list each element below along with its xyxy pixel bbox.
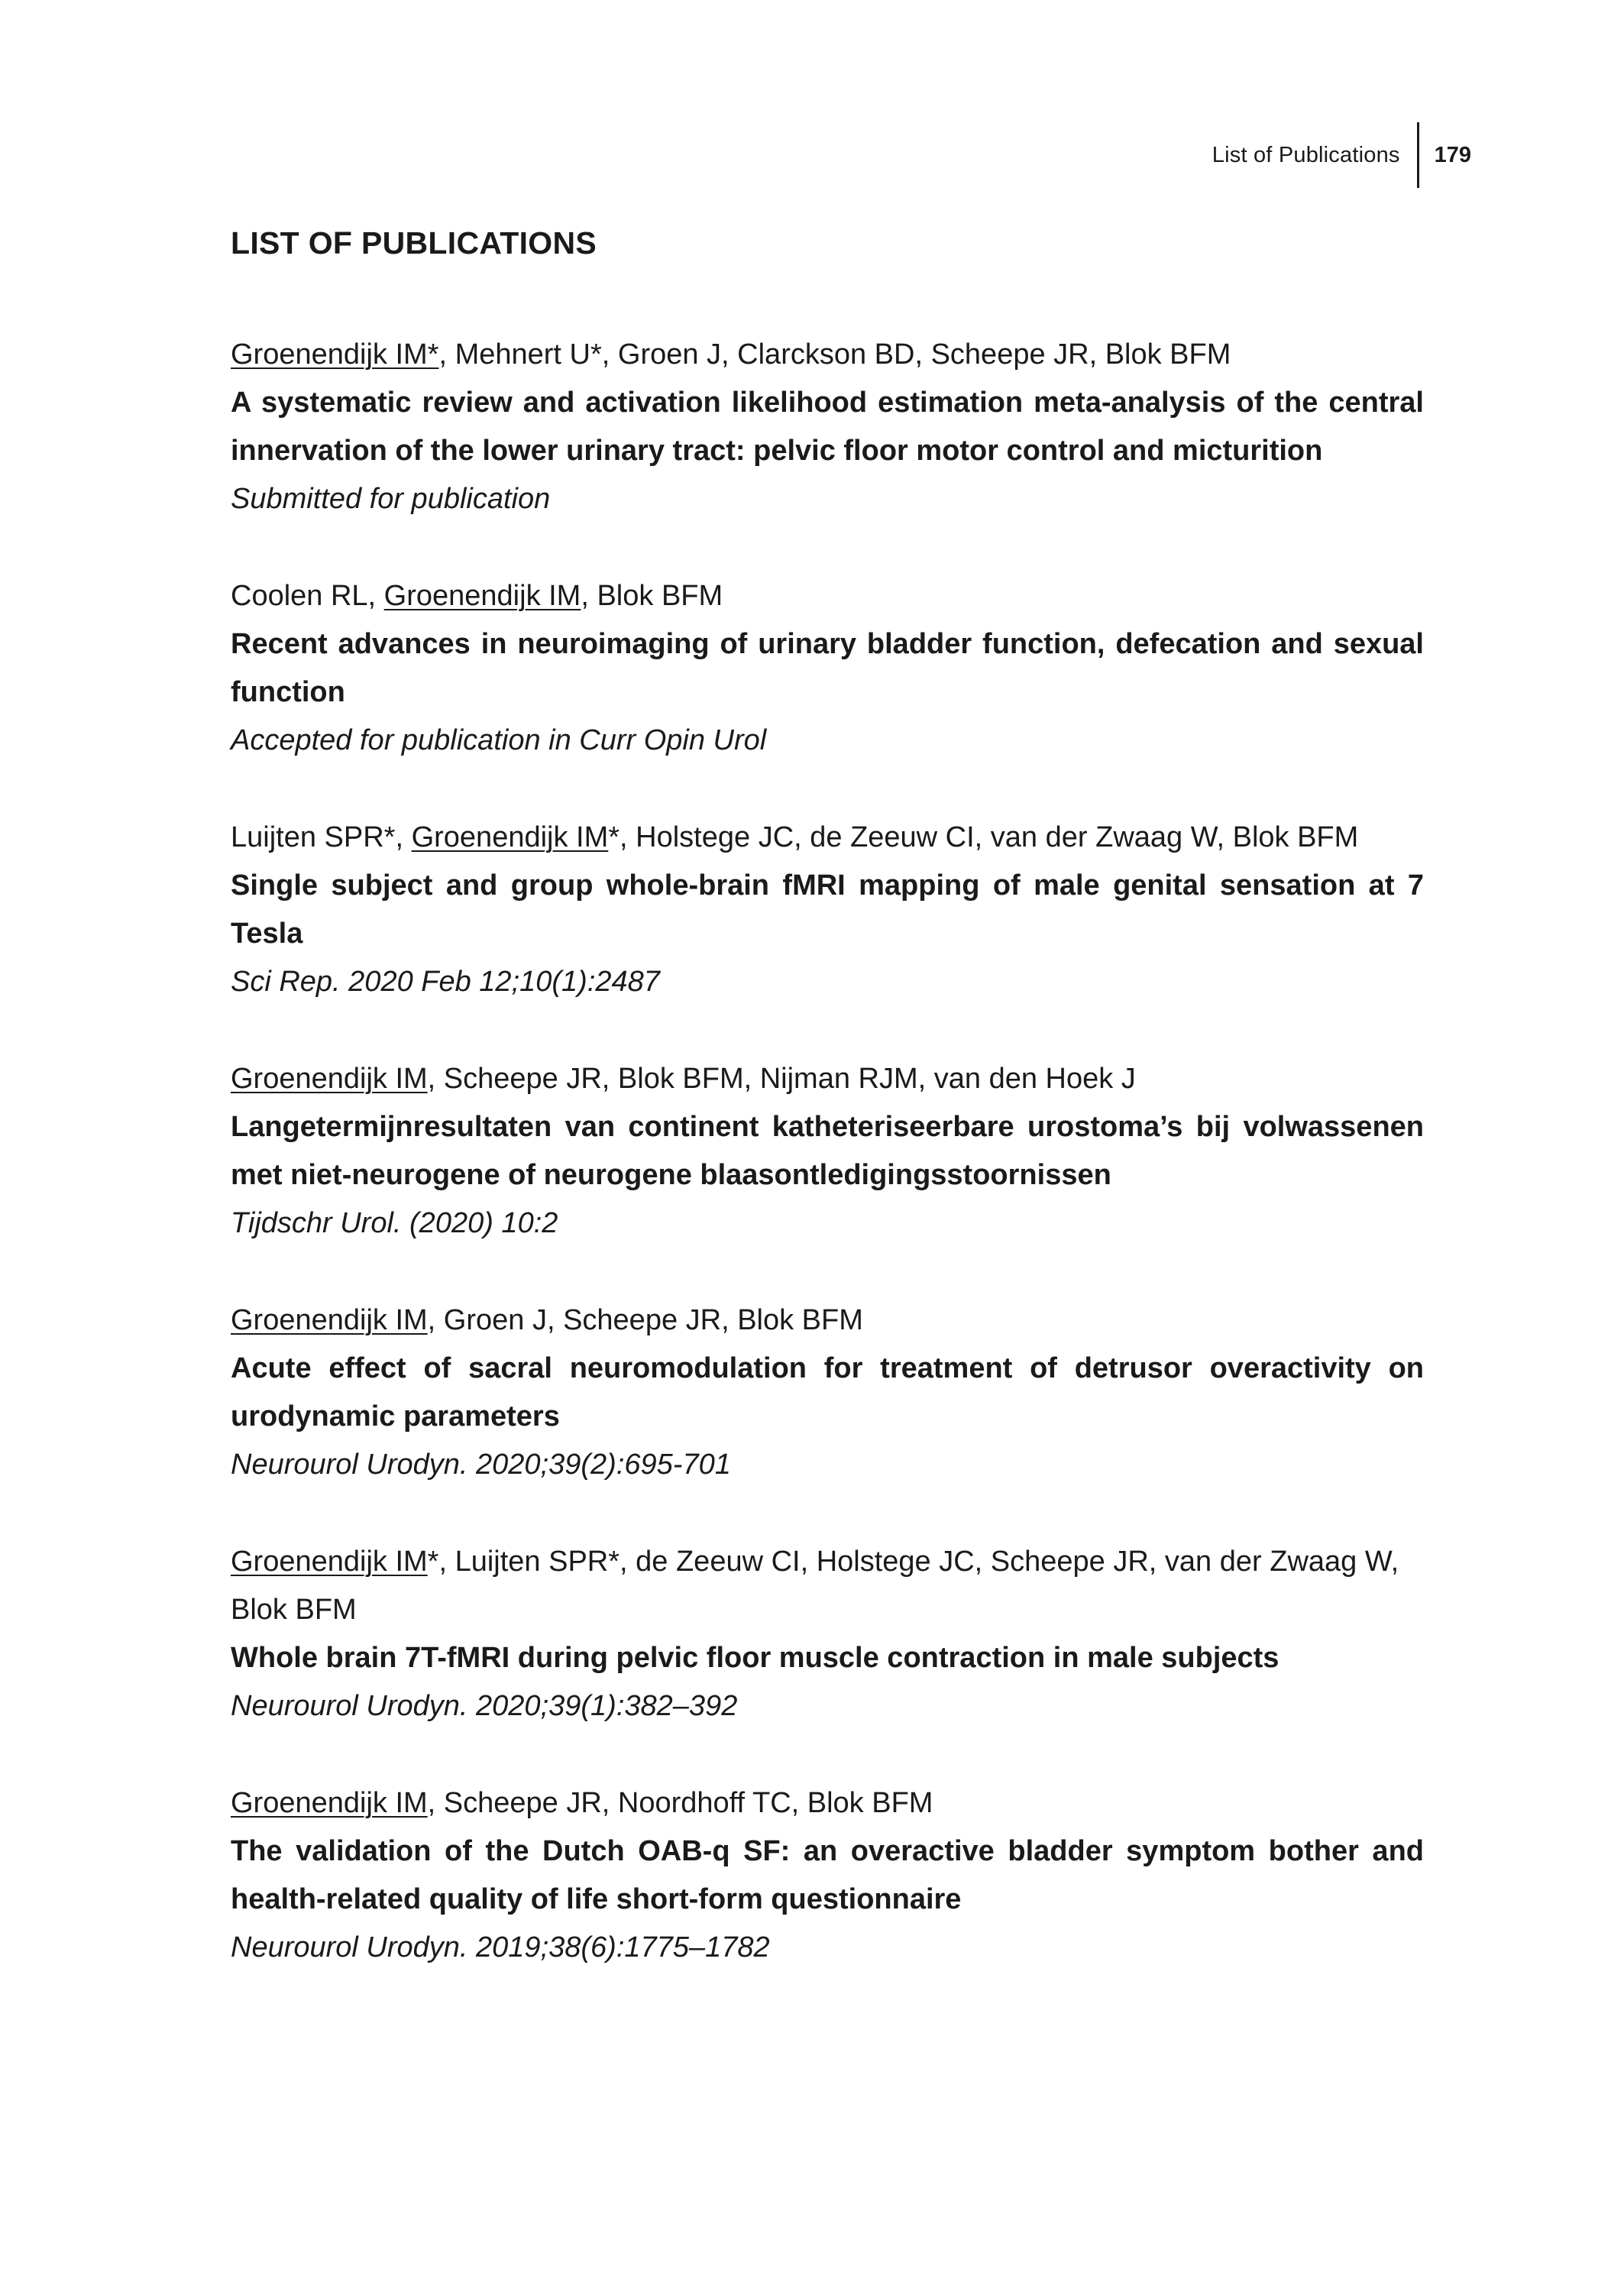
publication-title: Langetermijnresultaten van continent katheteriseerbare urostoma’s bij volwassenen met niet-neurogene of neurogene blaasontledigingsstoornissen (231, 1111, 1424, 1192)
publication-source: Neurourol Urodyn. 2019;38(6):1775–1782 (231, 1931, 770, 1964)
publication-title: Whole brain 7T-fMRI during pelvic floor muscle contraction in male subjects (231, 1642, 1279, 1675)
publication-source: Neurourol Urodyn. 2020;39(1):382–392 (231, 1690, 738, 1723)
author-text: *, Holstege JC, de Zeeuw CI, van der Zwaag W, Blok BFM (608, 821, 1359, 854)
publication-source: Neurourol Urodyn. 2020;39(2):695-701 (231, 1449, 731, 1481)
publication-entry (231, 1297, 1424, 1489)
author-highlight-link[interactable]: Groenendijk IM (231, 1546, 428, 1578)
author-text: *, Luijten SPR*, de Zeeuw CI, Holstege JC, Scheepe JR, van der Zwaag W, Blok BFM (231, 1546, 1399, 1627)
publication-title: The validation of the Dutch OAB-q SF: an overactive bladder symptom bother and health-related quality of life short-form questionnaire (231, 1835, 1424, 1916)
publication-entry (231, 814, 1424, 1006)
author-highlight-link[interactable]: Groenendijk IM (231, 1063, 428, 1096)
page-content (231, 226, 1424, 2021)
publication-entry (231, 572, 1424, 765)
publication-title: Recent advances in neuroimaging of urinary bladder function, defecation and sexual function (231, 628, 1424, 709)
publication-authors (231, 1055, 1424, 1103)
author-text: , Scheepe JR, Noordhoff TC, Blok BFM (427, 1787, 933, 1820)
author-text: Luijten SPR*, (231, 821, 412, 854)
publication-title: Acute effect of sacral neuromodulation for treatment of detrusor overactivity on urodynamic parameters (231, 1352, 1424, 1433)
publication-entry (231, 1779, 1424, 1972)
publication-authors (231, 331, 1424, 379)
author-text: , Groen J, Scheepe JR, Blok BFM (427, 1304, 863, 1337)
publication-entry (231, 1055, 1424, 1248)
publication-authors (231, 814, 1424, 862)
publication-authors (231, 572, 1424, 620)
publication-title: Single subject and group whole-brain fMRI mapping of male genital sensation at 7 Tesla (231, 869, 1424, 950)
author-highlight-link[interactable]: Groenendijk IM (231, 1304, 428, 1337)
page-heading: LIST OF PUBLICATIONS (231, 225, 597, 261)
publication-authors (231, 1538, 1424, 1634)
author-highlight-link[interactable]: Groenendijk IM (231, 1787, 428, 1820)
publication-authors (231, 1779, 1424, 1827)
author-text: , Blok BFM (581, 580, 723, 613)
publication-list (231, 331, 1424, 1972)
publication-authors (231, 1297, 1424, 1345)
publication-source: Accepted for publication in Curr Opin Urol (231, 724, 767, 757)
author-highlight-link[interactable]: Groenendijk IM (383, 580, 581, 613)
running-header (1212, 122, 1471, 188)
publication-source: Tijdschr Urol. (2020) 10:2 (231, 1207, 558, 1240)
page-number: 179 (1434, 142, 1471, 167)
author-text: , Mehnert U*, Groen J, Clarckson BD, Scheepe JR, Blok BFM (438, 338, 1231, 371)
author-text: , Scheepe JR, Blok BFM, Nijman RJM, van den Hoek J (427, 1063, 1136, 1096)
publication-source: Sci Rep. 2020 Feb 12;10(1):2487 (231, 966, 660, 999)
author-highlight-link[interactable]: Groenendijk IM (411, 821, 609, 854)
publication-entry (231, 331, 1424, 523)
publication-source: Submitted for publication (231, 483, 551, 516)
author-text: Coolen RL, (231, 580, 384, 613)
publication-entry (231, 1538, 1424, 1730)
author-highlight-link[interactable]: Groenendijk IM* (231, 338, 439, 371)
publication-title: A systematic review and activation likelihood estimation meta-analysis of the central innervation of the lower urinary tract: pelvic floor motor control and micturition (231, 387, 1424, 468)
running-title: List of Publications (1212, 142, 1400, 167)
